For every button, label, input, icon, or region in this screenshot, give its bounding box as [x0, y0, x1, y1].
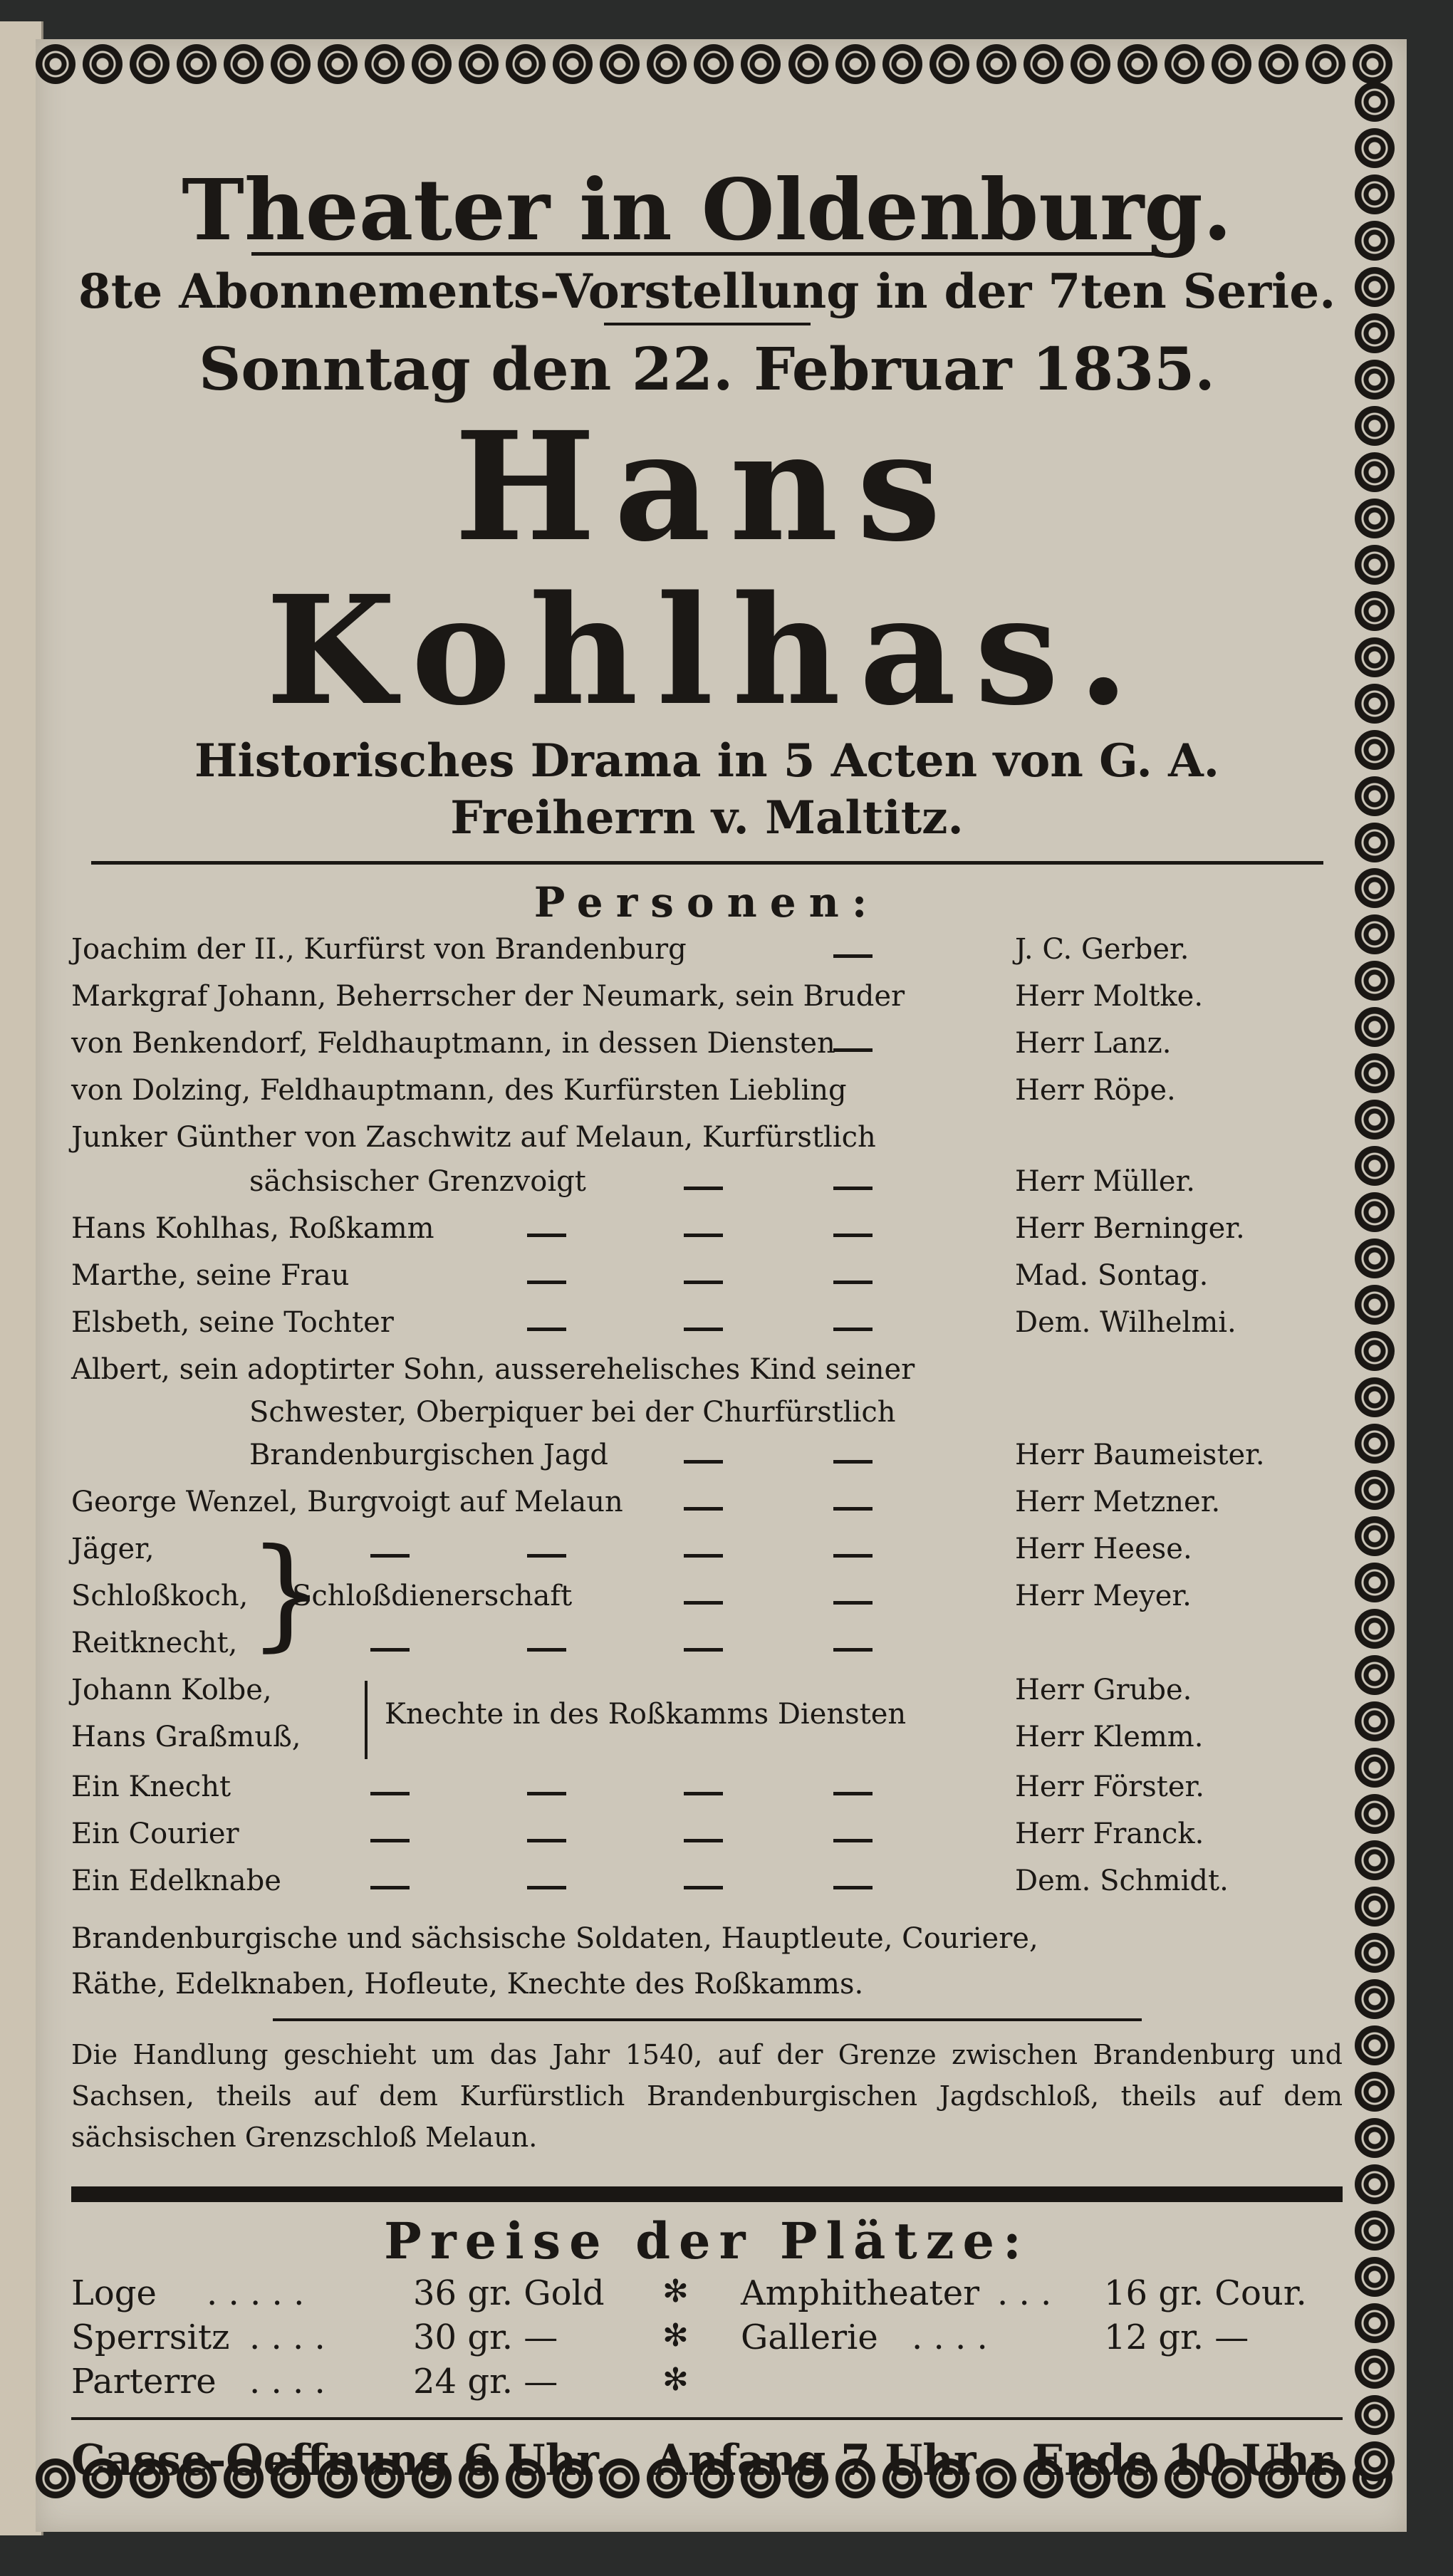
ornamental-border-right	[1350, 82, 1400, 2482]
group-bracket	[365, 1681, 368, 1759]
border-ornament-icon	[1306, 44, 1345, 84]
price-dots: . . . .	[249, 2362, 326, 2402]
border-ornament-icon	[1353, 44, 1392, 84]
genre-rule	[91, 861, 1323, 865]
border-ornament-icon	[1355, 1100, 1395, 1140]
border-ornament-icon	[1355, 1053, 1395, 1093]
dash	[684, 1328, 723, 1331]
border-ornament-icon	[1259, 44, 1298, 84]
cast-role: Ein Courier	[71, 1818, 239, 1850]
theater-heading: Theater in Oldenburg.	[182, 160, 1232, 259]
cast-actor: Herr Förster.	[1015, 1771, 1204, 1803]
cast-role: Ein Edelknabe	[71, 1865, 281, 1897]
dash	[527, 1234, 566, 1237]
border-ornament-icon	[459, 44, 499, 84]
cast-group-knechte	[71, 1674, 1343, 1771]
dash	[527, 1554, 566, 1558]
border-ornament-icon	[1355, 545, 1395, 585]
group-label: Knechte in des Roßkamms Diensten	[385, 1698, 907, 1731]
thick-rule	[71, 2186, 1343, 2202]
price-value: 36 gr. Gold	[413, 2273, 605, 2313]
border-ornament-icon	[600, 44, 640, 84]
cast-actor: Herr Röpe.	[1015, 1074, 1176, 1107]
performance-date: Sonntag den 22. Februar 1835.	[199, 335, 1215, 404]
border-ornament-icon	[365, 44, 405, 84]
dash	[370, 1554, 410, 1558]
dash	[684, 1886, 723, 1889]
price-place: Amphitheater	[741, 2273, 980, 2313]
border-ornament-icon	[1024, 44, 1063, 84]
dash	[833, 1460, 873, 1464]
dash	[527, 1792, 566, 1795]
cast-actor: Dem. Schmidt.	[1015, 1865, 1229, 1897]
dash	[684, 1839, 723, 1842]
border-ornament-icon	[835, 44, 875, 84]
brace-icon: }	[248, 1523, 326, 1664]
border-ornament-icon	[271, 44, 311, 84]
section-rule	[273, 2018, 1142, 2021]
border-ornament-icon	[1355, 2395, 1395, 2435]
border-ornament-icon	[1355, 2303, 1395, 2343]
border-ornament-icon	[1355, 1331, 1395, 1371]
border-ornament-icon	[1355, 1979, 1395, 2019]
border-ornament-icon	[1355, 2441, 1395, 2481]
border-ornament-icon	[1355, 730, 1395, 770]
dash	[833, 1048, 873, 1052]
cast-role-continued: sächsischer Grenzvoigt	[249, 1165, 586, 1198]
dash	[684, 1281, 723, 1284]
price-value: 24 gr. —	[413, 2362, 558, 2402]
border-ornament-icon	[506, 44, 546, 84]
cast-actor: Herr Berninger.	[1015, 1212, 1245, 1245]
extras-note	[71, 1916, 1343, 2007]
border-ornament-icon	[1355, 1794, 1395, 1834]
cast-row	[71, 933, 1343, 980]
dash	[370, 1792, 410, 1795]
dash	[833, 1886, 873, 1889]
cast-actor: Herr Franck.	[1015, 1818, 1204, 1850]
border-ornament-icon	[1355, 2025, 1395, 2065]
dash	[527, 1648, 566, 1652]
dash	[833, 1601, 873, 1605]
playbill-content	[71, 125, 1343, 2493]
price-list	[71, 2273, 1343, 2409]
cast-actor: Herr Baumeister.	[1015, 1439, 1265, 1471]
cast-role: Ein Knecht	[71, 1771, 231, 1803]
border-ornament-icon	[694, 44, 734, 84]
border-ornament-icon	[1118, 44, 1157, 84]
border-ornament-icon	[929, 44, 969, 84]
border-ornament-icon	[36, 44, 75, 84]
short-rule	[604, 323, 811, 325]
price-place: Sperrsitz	[71, 2317, 230, 2357]
border-ornament-icon	[1355, 1933, 1395, 1973]
border-ornament-icon	[741, 44, 781, 84]
dash	[684, 1234, 723, 1237]
price-dots: . . . .	[249, 2317, 326, 2357]
border-ornament-icon	[1355, 591, 1395, 631]
dash	[370, 1886, 410, 1889]
border-ornament-icon	[1355, 1655, 1395, 1695]
cast-row	[71, 1771, 1343, 1818]
cast-actor: Herr Müller.	[1015, 1165, 1195, 1198]
dash	[527, 1839, 566, 1842]
cast-row	[71, 980, 1343, 1027]
border-ornament-icon	[1355, 637, 1395, 677]
extras-line: Brandenburgische und sächsische Soldaten, Hauptleute, Couriere,	[71, 1922, 1038, 1955]
dash	[684, 1792, 723, 1795]
cast-row-cont	[71, 1396, 1343, 1439]
border-ornament-icon	[1355, 1424, 1395, 1464]
border-ornament-icon	[1355, 2257, 1395, 2297]
dash	[684, 1648, 723, 1652]
dash	[833, 1554, 873, 1558]
border-ornament-icon	[1355, 128, 1395, 168]
border-ornament-icon	[1212, 44, 1251, 84]
cast-role: Junker Günther von Zaschwitz auf Melaun, Kurfürstlich	[71, 1121, 876, 1154]
border-ornament-icon	[1355, 267, 1395, 307]
cast-row	[71, 1353, 1343, 1396]
dash	[833, 1792, 873, 1795]
cast-actor: Dem. Wilhelmi.	[1015, 1306, 1236, 1339]
price-value: 12 gr. —	[1104, 2317, 1249, 2357]
border-ornament-icon	[788, 44, 828, 84]
border-ornament-icon	[130, 44, 170, 84]
cast-list	[71, 933, 1343, 1912]
border-ornament-icon	[1355, 1146, 1395, 1186]
dash	[833, 1187, 873, 1190]
border-ornament-icon	[1355, 684, 1395, 724]
cast-actor: Mad. Sontag.	[1015, 1259, 1209, 1292]
dash	[684, 1554, 723, 1558]
border-ornament-icon	[882, 44, 922, 84]
border-ornament-icon	[1355, 1840, 1395, 1880]
cast-role: Albert, sein adoptirter Sohn, ausserehelisches Kind seiner	[71, 1353, 915, 1386]
border-ornament-icon	[1355, 2072, 1395, 2112]
dash	[527, 1281, 566, 1284]
cast-row	[71, 1027, 1343, 1074]
cast-row	[71, 1306, 1343, 1353]
dash	[684, 1507, 723, 1511]
cast-role-continued: Brandenburgischen Jagd	[249, 1439, 608, 1471]
cast-row	[71, 1212, 1343, 1259]
dash	[833, 1281, 873, 1284]
cast-actor: J. C. Gerber.	[1015, 933, 1189, 966]
play-title: Hans Kohlhas.	[266, 399, 1148, 739]
cast-role: George Wenzel, Burgvoigt auf Melaun	[71, 1486, 623, 1518]
price-dots: . . . .	[912, 2317, 988, 2357]
border-ornament-icon	[1355, 406, 1395, 446]
cast-role: Hans Graßmuß,	[71, 1721, 301, 1753]
border-ornament-icon	[177, 44, 217, 84]
cast-row	[71, 1121, 1343, 1165]
border-ornament-icon	[1355, 1377, 1395, 1417]
abonnement-line: 8te Abonnements-Vorstellung in der 7ten Serie.	[78, 264, 1336, 319]
price-dots: . . . . .	[207, 2273, 305, 2313]
dash	[833, 1507, 873, 1511]
border-ornament-icon	[1355, 868, 1395, 908]
dash	[527, 1886, 566, 1889]
border-ornament-icon	[412, 44, 452, 84]
setting-note: Die Handlung geschieht um das Jahr 1540, auf der Grenze zwischen Brandenburg und Sachsen, theils auf dem Kurfürstlich Brandenburgischen Jagdschloß, theils auf dem sächsischen Grenzschloß Melaun.	[71, 2039, 1343, 2153]
border-ornament-icon	[1165, 44, 1204, 84]
cast-group-schlossdienerschaft	[71, 1523, 1343, 1674]
cast-role-continued: Schwester, Oberpiquer bei der Churfürstlich	[249, 1396, 896, 1429]
border-ornament-icon	[224, 44, 264, 84]
border-ornament-icon	[1071, 44, 1110, 84]
border-ornament-icon	[1355, 2164, 1395, 2204]
dash	[684, 1187, 723, 1190]
border-ornament-icon	[1355, 452, 1395, 492]
border-ornament-icon	[647, 44, 687, 84]
border-ornament-icon	[318, 44, 358, 84]
border-ornament-icon	[1355, 914, 1395, 954]
border-ornament-icon	[1355, 2211, 1395, 2251]
dash	[684, 1460, 723, 1464]
dash	[833, 1328, 873, 1331]
personen-heading: Personen:	[533, 878, 880, 927]
ornament-icon: ✻	[662, 2317, 689, 2354]
border-ornament-icon	[1355, 776, 1395, 816]
border-ornament-icon	[977, 44, 1016, 84]
cast-actor: Herr Moltke.	[1015, 980, 1204, 1013]
dash	[833, 954, 873, 958]
cast-row	[71, 1818, 1343, 1865]
section-rule	[71, 2417, 1343, 2420]
cast-row	[71, 1865, 1343, 1912]
cast-role: Elsbeth, seine Tochter	[71, 1306, 394, 1339]
dash	[833, 1839, 873, 1842]
cast-role: Marthe, seine Frau	[71, 1259, 350, 1292]
border-ornament-icon	[1355, 1701, 1395, 1741]
border-ornament-icon	[36, 2458, 75, 2498]
cast-actor: Herr Klemm.	[1015, 1721, 1204, 1753]
border-ornament-icon	[1355, 1239, 1395, 1278]
dash	[833, 1234, 873, 1237]
extras-line: Räthe, Edelknaben, Hofleute, Knechte des Roßkamms.	[71, 1968, 864, 2001]
ornamental-border-top	[36, 39, 1392, 89]
cast-role: Hans Kohlhas, Roßkamm	[71, 1212, 434, 1245]
cast-role: Joachim der II., Kurfürst von Brandenburg	[71, 933, 687, 966]
border-ornament-icon	[1355, 1007, 1395, 1047]
ornament-icon: ✻	[662, 2273, 689, 2310]
border-ornament-icon	[1355, 1887, 1395, 1926]
cast-actor: Herr Heese.	[1015, 1533, 1192, 1565]
border-ornament-icon	[1355, 1470, 1395, 1510]
cast-role: Markgraf Johann, Beherrscher der Neumark, sein Bruder	[71, 980, 905, 1013]
price-place: Parterre	[71, 2362, 217, 2402]
cast-role: von Benkendorf, Feldhauptmann, in dessen Diensten	[71, 1027, 835, 1060]
dash	[370, 1648, 410, 1652]
cast-actor: Herr Grube.	[1015, 1674, 1192, 1706]
cast-actor: Herr Meyer.	[1015, 1580, 1192, 1612]
cast-role: Johann Kolbe,	[71, 1674, 272, 1706]
dash	[684, 1601, 723, 1605]
border-ornament-icon	[1355, 221, 1395, 261]
opening-times: Casse-Oeffnung 6 Uhr. Anfang 7 Uhr. Ende 10 Uhr.	[71, 2436, 1344, 2486]
prices-heading: Preise der Plätze:	[384, 2211, 1030, 2270]
cast-role: von Dolzing, Feldhauptmann, des Kurfürsten Liebling	[71, 1074, 847, 1107]
cast-role: Reitknecht,	[71, 1627, 238, 1659]
ornament-icon: ✻	[662, 2362, 689, 2398]
cast-row	[71, 1074, 1343, 1121]
border-ornament-icon	[1355, 313, 1395, 353]
dash	[370, 1839, 410, 1842]
cast-role: Schloßkoch,	[71, 1580, 249, 1612]
cast-role: Jäger,	[71, 1533, 155, 1565]
border-ornament-icon	[83, 44, 123, 84]
cast-row-cont	[71, 1439, 1343, 1486]
cast-row	[71, 1259, 1343, 1306]
border-ornament-icon	[1355, 961, 1395, 1001]
border-ornament-icon	[1355, 360, 1395, 400]
border-ornament-icon	[1355, 1192, 1395, 1232]
cast-row-cont	[71, 1165, 1343, 1212]
border-ornament-icon	[1355, 1748, 1395, 1788]
cast-actor: Herr Metzner.	[1015, 1486, 1221, 1518]
cast-actor: Herr Lanz.	[1015, 1027, 1172, 1060]
border-ornament-icon	[1355, 1609, 1395, 1649]
border-ornament-icon	[1355, 823, 1395, 862]
border-ornament-icon	[1355, 2349, 1395, 2389]
border-ornament-icon	[1355, 1563, 1395, 1602]
playbill-page	[36, 39, 1407, 2532]
price-dots: . . .	[997, 2273, 1052, 2313]
border-ornament-icon	[1355, 499, 1395, 538]
border-ornament-icon	[1355, 2118, 1395, 2158]
border-ornament-icon	[1355, 1285, 1395, 1325]
dash	[527, 1328, 566, 1331]
border-ornament-icon	[1355, 174, 1395, 214]
border-ornament-icon	[1355, 82, 1395, 122]
price-value: 30 gr. —	[413, 2317, 558, 2357]
border-ornament-icon	[553, 44, 593, 84]
play-genre-author: Historisches Drama in 5 Acten von G. A. Freiherrn v. Maltitz.	[194, 734, 1220, 845]
price-value: 16 gr. Cour.	[1104, 2273, 1307, 2313]
dash	[833, 1648, 873, 1652]
group-label: Schloßdienerschaft	[292, 1580, 573, 1612]
price-place: Loge	[71, 2273, 157, 2313]
border-ornament-icon	[1355, 1516, 1395, 1556]
price-place: Gallerie	[741, 2317, 878, 2357]
